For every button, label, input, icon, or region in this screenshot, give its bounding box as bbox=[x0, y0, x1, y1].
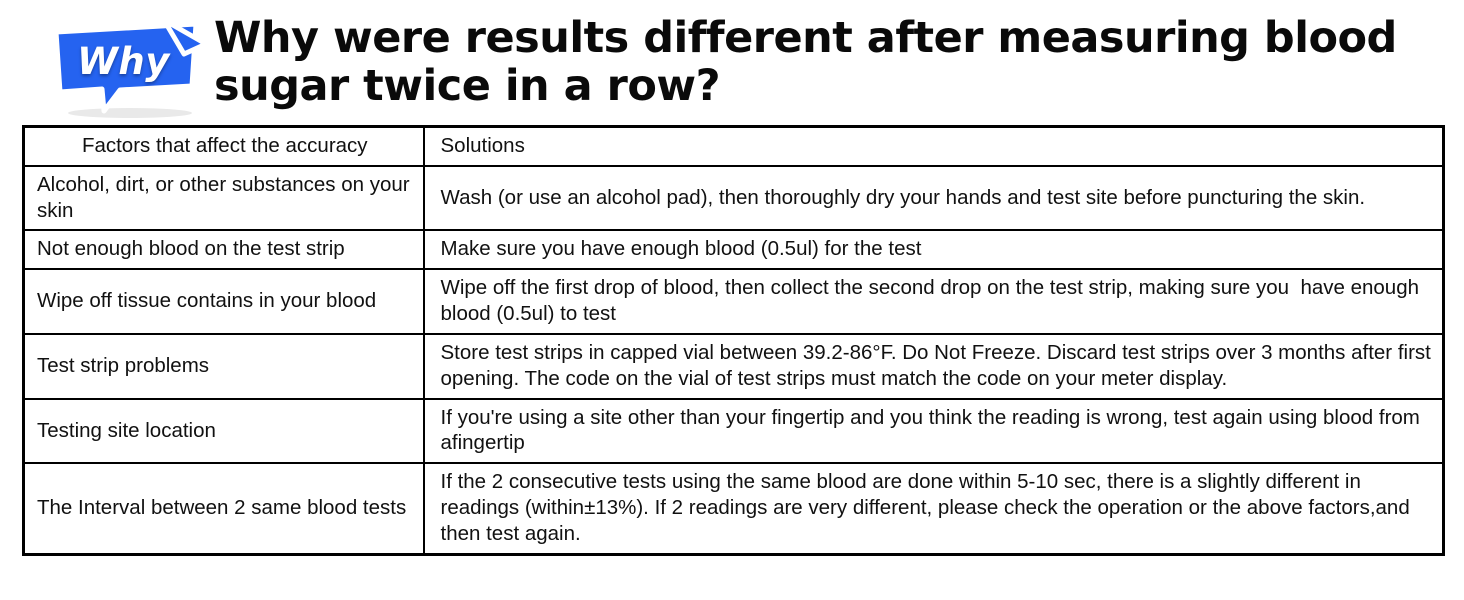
solution-cell: Make sure you have enough blood (0.5ul) for the test bbox=[424, 230, 1444, 269]
why-badge bbox=[46, 14, 214, 119]
solution-cell: Wipe off the first drop of blood, then collect the second drop on the test strip, making sure you have enough blood (0.5ul) to test bbox=[424, 269, 1444, 334]
factor-cell: Not enough blood on the test strip bbox=[24, 230, 424, 269]
why-badge-label: Why bbox=[77, 40, 170, 83]
table-row bbox=[24, 230, 1444, 269]
column-header-solutions: Solutions bbox=[424, 127, 1444, 166]
column-header-factors: Factors that affect the accuracy bbox=[24, 127, 424, 166]
header bbox=[0, 0, 1464, 125]
table-row bbox=[24, 334, 1444, 399]
table-row bbox=[24, 399, 1444, 464]
factor-cell: Alcohol, dirt, or other substances on your skin bbox=[24, 166, 424, 231]
table-row bbox=[24, 463, 1444, 554]
solution-cell: Store test strips in capped vial between 39.2-86°F. Do Not Freeze. Discard test strips over 3 months after first opening. The code on the vial of test strips must match the code on your meter display. bbox=[424, 334, 1444, 399]
table-row bbox=[24, 166, 1444, 231]
factor-cell: Wipe off tissue contains in your blood bbox=[24, 269, 424, 334]
table-container bbox=[0, 125, 1464, 556]
solution-cell: Wash (or use an alcohol pad), then thoroughly dry your hands and test site before puncturing the skin. bbox=[424, 166, 1444, 231]
page-title: Why were results different after measuring blood sugar twice in a row? bbox=[214, 13, 1397, 112]
factor-cell: Testing site location bbox=[24, 399, 424, 464]
factors-solutions-table bbox=[22, 125, 1445, 556]
factor-cell: Test strip problems bbox=[24, 334, 424, 399]
solution-cell: If you're using a site other than your fingertip and you think the reading is wrong, test again using blood from afingertip bbox=[424, 399, 1444, 464]
solution-cell: If the 2 consecutive tests using the same blood are done within 5-10 sec, there is a slightly different in readings (within±13%). If 2 readings are very different, please check the operation or the above factors,and then test again. bbox=[424, 463, 1444, 554]
factor-cell: The Interval between 2 same blood tests bbox=[24, 463, 424, 554]
table-row bbox=[24, 269, 1444, 334]
table-header-row bbox=[24, 127, 1444, 166]
